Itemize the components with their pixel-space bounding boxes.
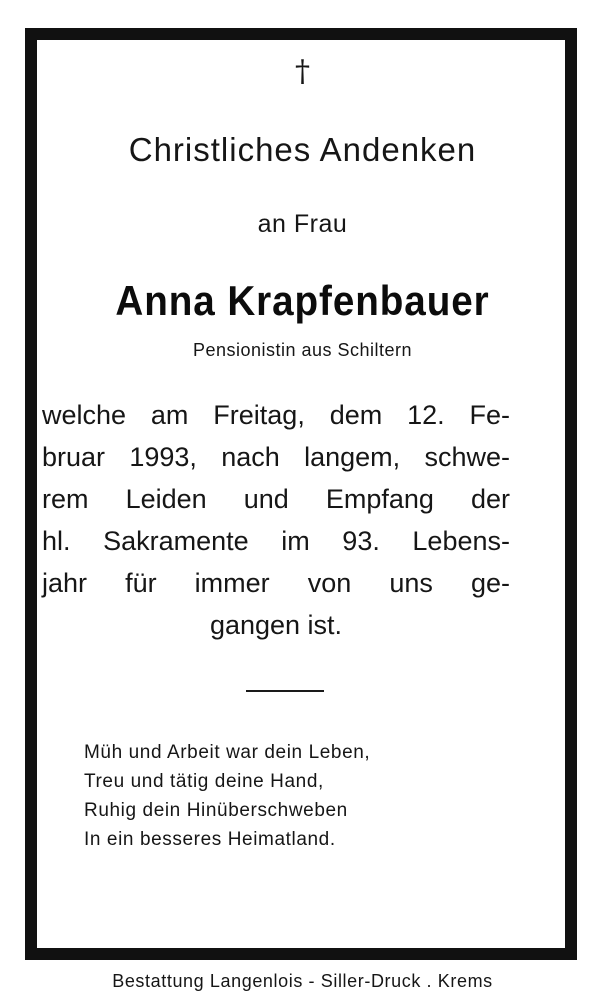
obituary-line: hl. Sakramente im 93. Lebens- (42, 526, 510, 556)
deceased-name: Anna Krapfenbauer (115, 277, 490, 324)
obituary-line: gangen ist. (209, 610, 343, 640)
printer-footer: Bestattung Langenlois - Siller-Druck . Krems (112, 971, 493, 991)
obituary-line: bruar 1993, nach langem, schwe- (42, 442, 510, 472)
poem-line: Müh und Arbeit war dein Leben, (84, 742, 371, 763)
cross-icon: † (295, 54, 310, 89)
deceased-description: Pensionistin aus Schiltern (192, 340, 413, 360)
divider-line (246, 690, 324, 692)
card-title: Christliches Andenken (128, 131, 477, 168)
poem (84, 738, 504, 854)
obituary-line: welche am Freitag, dem 12. Fe- (42, 400, 510, 430)
salutation: an Frau (257, 210, 348, 238)
obituary-line: jahr für immer von uns ge- (42, 568, 510, 598)
obituary-text (42, 394, 510, 646)
poem-line: In ein besseres Heimatland. (84, 829, 336, 850)
poem-line: Ruhig dein Hinüberschweben (84, 800, 348, 821)
poem-line: Treu und tätig deine Hand, (84, 771, 324, 792)
obituary-line: rem Leiden und Empfang der (42, 484, 510, 514)
